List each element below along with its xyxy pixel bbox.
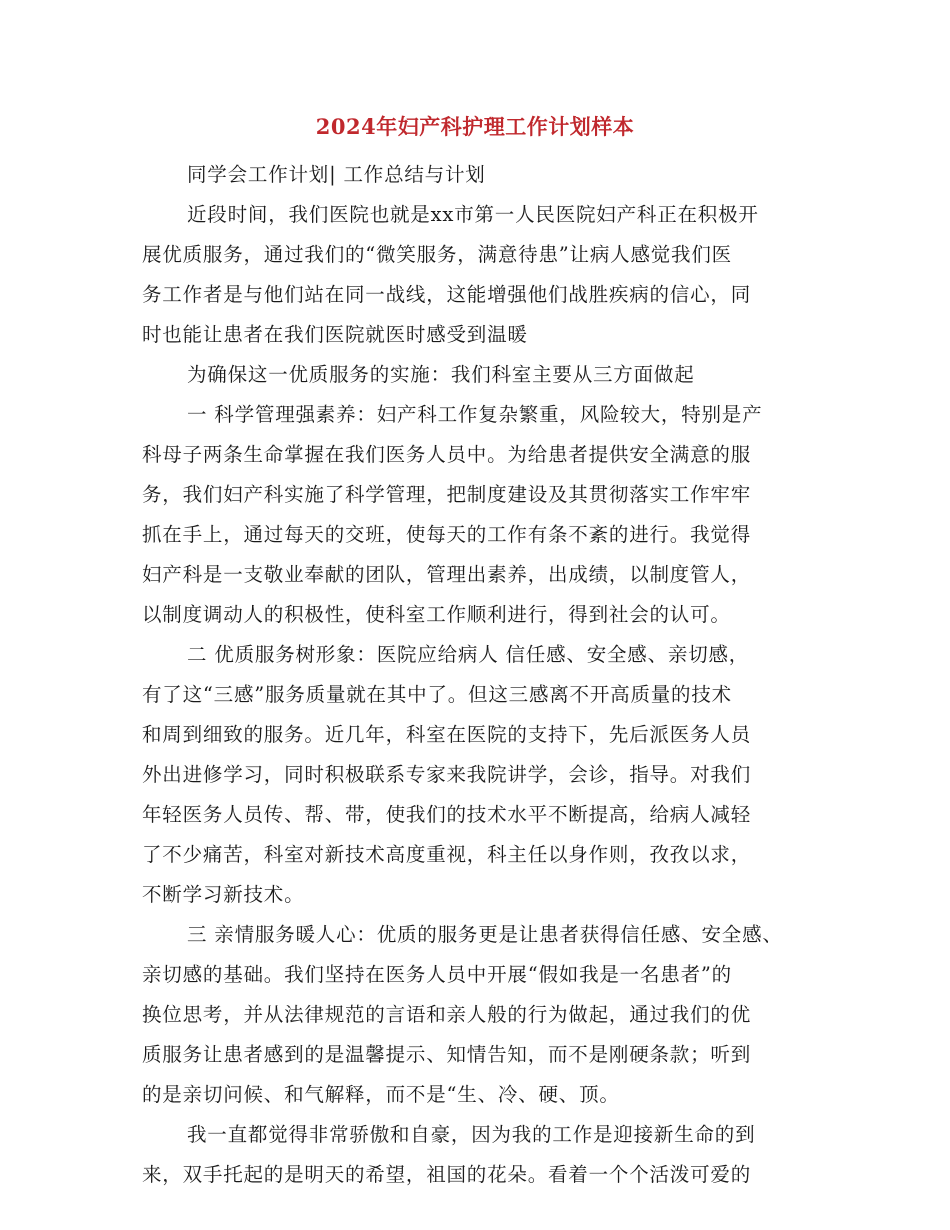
paragraph-line: 亲切感的基础。我们坚持在医务人员中开展“假如我是一名患者”的 [142, 963, 732, 986]
paragraph-line: 以制度调动人的积极性，使科室工作顺利进行，得到社会的认可。 [142, 603, 731, 626]
paragraph-line: 的是亲切问候、和气解释，而不是“生、冷、硬、顶。 [142, 1083, 620, 1106]
paragraph-line: 年轻医务人员传、帮、带，使我们的技术水平不断提高，给病人减轻 [142, 803, 752, 826]
paragraph-line: 展优质服务，通过我们的“微笑服务，满意待患”让病人感觉我们医 [142, 243, 732, 266]
paragraph-line: 换位思考，并从法律规范的言语和亲人般的行为做起，通过我们的优 [142, 1003, 752, 1026]
paragraph-line: 三 亲情服务暖人心：优质的服务更是让患者获得信任感、安全感、 [187, 923, 783, 946]
paragraph-line: 务工作者是与他们站在同一战线，这能增强他们战胜疾病的信心，同 [142, 283, 752, 306]
paragraph-line: 妇产科是一支敬业奉献的团队，管理出素养，出成绩，以制度管人， [142, 563, 752, 586]
paragraph-line: 一 科学管理强素养：妇产科工作复杂繁重，风险较大，特别是产 [187, 403, 763, 426]
paragraph-line: 同学会工作计划| 工作总结与计划 [187, 163, 486, 186]
paragraph-line: 为确保这一优质服务的实施：我们科室主要从三方面做起 [187, 363, 695, 386]
paragraph-line: 二 优质服务树形象：医院应给病人 信任感、安全感、亲切感， [187, 643, 750, 666]
paragraph-line: 时也能让患者在我们医院就医时感受到温暖 [142, 323, 528, 346]
paragraph-line: 质服务让患者感到的是温馨提示、知情告知，而不是刚硬条款；听到 [142, 1043, 752, 1066]
paragraph-line: 来，双手托起的是明天的希望，祖国的花朵。看着一个个活泼可爱的 [142, 1163, 752, 1186]
paragraph-line: 抓在手上，通过每天的交班，使每天的工作有条不紊的进行。我觉得 [142, 523, 752, 546]
paragraph-line: 有了这“三感”服务质量就在其中了。但这三感离不开高质量的技术 [142, 683, 732, 706]
paragraph-line: 外出进修学习，同时积极联系专家来我院讲学，会诊，指导。对我们 [142, 763, 752, 786]
paragraph-line: 不断学习新技术。 [142, 883, 305, 906]
paragraph-line: 了不少痛苦，科室对新技术高度重视，科主任以身作则，孜孜以求， [142, 843, 752, 866]
paragraph-line: 我一直都觉得非常骄傲和自豪，因为我的工作是迎接新生命的到 [187, 1123, 756, 1146]
paragraph-line: 务，我们妇产科实施了科学管理，把制度建设及其贯彻落实工作牢牢 [142, 483, 752, 506]
paragraph-line: 和周到细致的服务。近几年，科室在医院的支持下，先后派医务人员 [142, 723, 752, 746]
document-title: 2024年妇产科护理工作计划样本 [315, 114, 635, 139]
paragraph-line: 科母子两条生命掌握在我们医务人员中。为给患者提供安全满意的服 [142, 443, 752, 466]
paragraph-line: 近段时间，我们医院也就是xx市第一人民医院妇产科正在积极开 [187, 203, 759, 226]
